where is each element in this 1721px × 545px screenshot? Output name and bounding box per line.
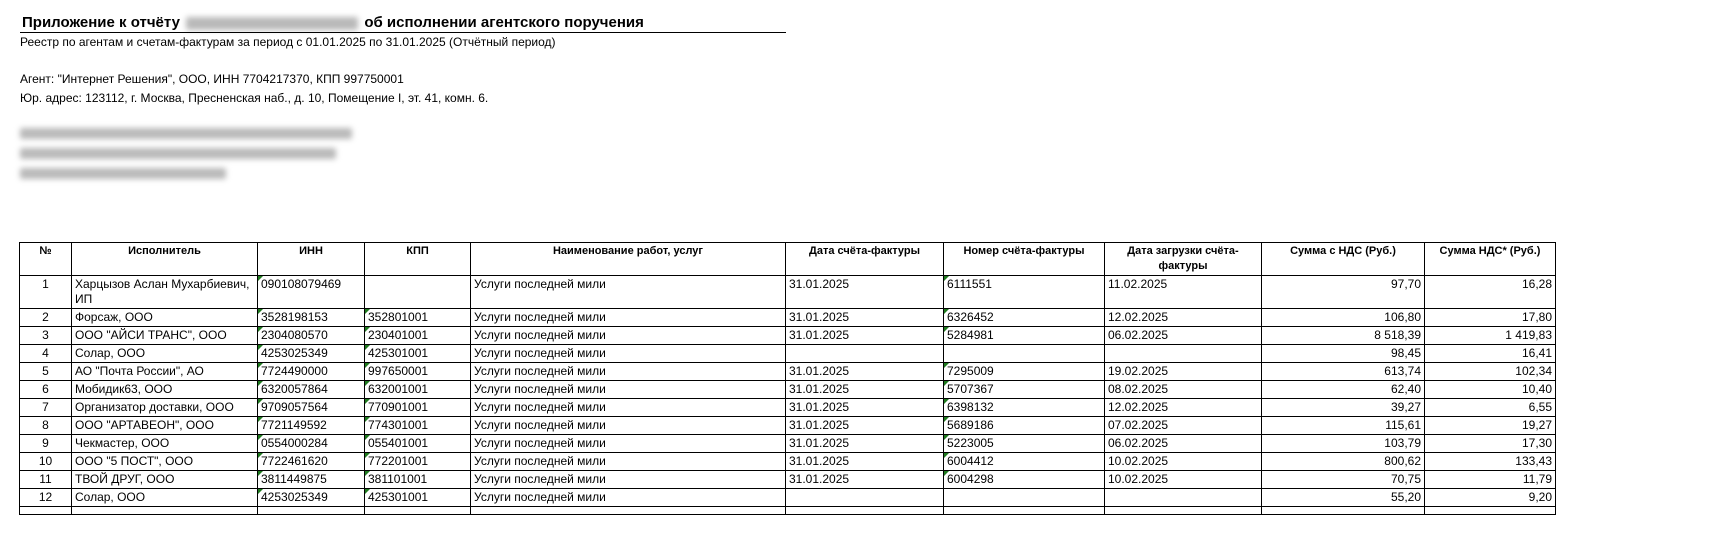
cell-inn: 7722461620 [258,453,365,471]
cell-sum-vat: 97,70 [1262,276,1425,309]
table-row [20,363,1556,381]
cell-number: 6 [20,381,72,399]
cell-kpp [365,276,471,309]
redacted-principal-contract [20,168,226,179]
cell-inn: 2304080570 [258,327,365,345]
cut-off-cell [471,507,786,515]
cell-service: Услуги последней мили [471,471,786,489]
cell-kpp: 055401001 [365,435,471,453]
cell-number: 4 [20,345,72,363]
cell-service: Услуги последней мили [471,363,786,381]
cell-number: 2 [20,309,72,327]
table-row-cut-off [20,507,1556,515]
cell-number: 7 [20,399,72,417]
table-header-row [20,243,1556,276]
cell-vat: 19,27 [1425,417,1556,435]
table-row [20,489,1556,507]
col-header-upload-date: Дата загрузки счёта-фактуры [1105,243,1262,276]
cell-executor: Организатор доставки, ООО [72,399,258,417]
cell-vat: 9,20 [1425,489,1556,507]
cell-number: 3 [20,327,72,345]
cell-inn: 9709057564 [258,399,365,417]
cell-invoice-number: 6398132 [944,399,1105,417]
cell-upload-date [1105,489,1262,507]
cell-executor: АО "Почта России", АО [72,363,258,381]
col-header-inn: ИНН [258,243,365,276]
table-row [20,399,1556,417]
table-row [20,453,1556,471]
cell-upload-date [1105,345,1262,363]
cell-invoice-date: 31.01.2025 [786,309,944,327]
table-body [20,276,1556,515]
cell-sum-vat: 70,75 [1262,471,1425,489]
cell-upload-date: 10.02.2025 [1105,471,1262,489]
cell-service: Услуги последней мили [471,417,786,435]
cell-sum-vat: 55,20 [1262,489,1425,507]
cut-off-cell [1105,507,1262,515]
cell-invoice-number: 6004298 [944,471,1105,489]
cell-inn: 0554000284 [258,435,365,453]
table-row [20,435,1556,453]
table-row [20,381,1556,399]
cell-sum-vat: 613,74 [1262,363,1425,381]
cell-invoice-date: 31.01.2025 [786,327,944,345]
cell-upload-date: 06.02.2025 [1105,435,1262,453]
cell-vat: 11,79 [1425,471,1556,489]
cell-number: 11 [20,471,72,489]
cell-kpp: 230401001 [365,327,471,345]
cell-vat: 17,30 [1425,435,1556,453]
cell-invoice-number [944,489,1105,507]
cell-invoice-date: 31.01.2025 [786,399,944,417]
cell-invoice-number [944,345,1105,363]
cut-off-cell [944,507,1105,515]
table-row [20,309,1556,327]
cell-inn: 7724490000 [258,363,365,381]
cell-inn: 6320057864 [258,381,365,399]
redacted-principal-block [20,128,352,188]
cell-number: 10 [20,453,72,471]
cell-invoice-number: 5707367 [944,381,1105,399]
cell-vat: 102,34 [1425,363,1556,381]
cell-upload-date: 11.02.2025 [1105,276,1262,309]
cell-invoice-date [786,489,944,507]
registry-table [19,242,1556,515]
cell-vat: 133,43 [1425,453,1556,471]
cut-off-cell [1425,507,1556,515]
cell-vat: 10,40 [1425,381,1556,399]
table-row [20,345,1556,363]
table-row [20,417,1556,435]
cell-service: Услуги последней мили [471,327,786,345]
cell-inn: 3528198153 [258,309,365,327]
col-header-executor: Исполнитель [72,243,258,276]
cell-kpp: 774301001 [365,417,471,435]
cell-invoice-number: 6004412 [944,453,1105,471]
redacted-report-number [186,17,358,30]
cell-service: Услуги последней мили [471,276,786,309]
title-suffix: об исполнении агентского поручения [364,14,644,31]
cut-off-cell [258,507,365,515]
cell-upload-date: 10.02.2025 [1105,453,1262,471]
cell-number: 5 [20,363,72,381]
cell-sum-vat: 98,45 [1262,345,1425,363]
col-header-kpp: КПП [365,243,471,276]
report-title [22,13,790,32]
cell-invoice-number: 6111551 [944,276,1105,309]
cell-invoice-date: 31.01.2025 [786,453,944,471]
report-subtitle: Реестр по агентам и счетам-фактурам за период с 01.01.2025 по 31.01.2025 (Отчётный период) [20,35,556,49]
cell-service: Услуги последней мили [471,309,786,327]
table-row [20,327,1556,345]
table-row [20,276,1556,309]
col-header-invoice-number: Номер счёта-фактуры [944,243,1105,276]
cell-kpp: 770901001 [365,399,471,417]
redacted-principal-address [20,148,336,159]
cell-vat: 16,41 [1425,345,1556,363]
cell-invoice-date: 31.01.2025 [786,435,944,453]
cell-executor: Солар, ООО [72,345,258,363]
cell-invoice-date [786,345,944,363]
cell-executor: ООО "АРТАВЕОН", ООО [72,417,258,435]
cell-sum-vat: 800,62 [1262,453,1425,471]
cell-sum-vat: 39,27 [1262,399,1425,417]
cell-service: Услуги последней мили [471,453,786,471]
cell-vat: 6,55 [1425,399,1556,417]
cell-executor: ООО "АЙСИ ТРАНС", ООО [72,327,258,345]
col-header-number: № [20,243,72,276]
cell-service: Услуги последней мили [471,381,786,399]
cut-off-cell [786,507,944,515]
cell-service: Услуги последней мили [471,435,786,453]
cell-executor: Харцызов Аслан Мухарбиевич, ИП [72,276,258,309]
col-header-invoice-date: Дата счёта-фактуры [786,243,944,276]
cell-kpp: 425301001 [365,345,471,363]
cell-kpp: 425301001 [365,489,471,507]
table-row [20,471,1556,489]
cell-executor: Чекмастер, ООО [72,435,258,453]
cell-upload-date: 06.02.2025 [1105,327,1262,345]
cut-off-cell [20,507,72,515]
title-prefix: Приложение к отчёту [22,14,180,31]
cell-kpp: 772201001 [365,453,471,471]
cell-kpp: 997650001 [365,363,471,381]
cell-number: 8 [20,417,72,435]
col-header-service: Наименование работ, услуг [471,243,786,276]
cell-upload-date: 07.02.2025 [1105,417,1262,435]
agent-legal-address: Юр. адрес: 123112, г. Москва, Пресненская наб., д. 10, Помещение I, эт. 41, комн. 6. [20,91,489,105]
cell-number: 12 [20,489,72,507]
cell-executor: Мобидик63, ООО [72,381,258,399]
cell-invoice-number: 5689186 [944,417,1105,435]
cell-inn: 090108079469 [258,276,365,309]
cell-vat: 17,80 [1425,309,1556,327]
cut-off-cell [1262,507,1425,515]
title-underline [20,32,786,33]
cell-invoice-date: 31.01.2025 [786,276,944,309]
cell-invoice-number: 5223005 [944,435,1105,453]
cell-inn: 4253025349 [258,345,365,363]
cell-number: 9 [20,435,72,453]
col-header-vat: Сумма НДС* (Руб.) [1425,243,1556,276]
cell-inn: 7721149592 [258,417,365,435]
cell-kpp: 352801001 [365,309,471,327]
cell-invoice-number: 5284981 [944,327,1105,345]
cell-upload-date: 12.02.2025 [1105,309,1262,327]
cell-sum-vat: 62,40 [1262,381,1425,399]
cell-vat: 16,28 [1425,276,1556,309]
cell-sum-vat: 115,61 [1262,417,1425,435]
cell-kpp: 381101001 [365,471,471,489]
cell-invoice-date: 31.01.2025 [786,363,944,381]
cell-inn: 4253025349 [258,489,365,507]
cell-sum-vat: 106,80 [1262,309,1425,327]
cell-invoice-date: 31.01.2025 [786,417,944,435]
cell-sum-vat: 103,79 [1262,435,1425,453]
cell-sum-vat: 8 518,39 [1262,327,1425,345]
redacted-principal-line [20,128,352,139]
cell-number: 1 [20,276,72,309]
cell-executor: Форсаж, ООО [72,309,258,327]
cell-upload-date: 08.02.2025 [1105,381,1262,399]
cut-off-cell [365,507,471,515]
cell-inn: 3811449875 [258,471,365,489]
cell-executor: Солар, ООО [72,489,258,507]
cell-upload-date: 19.02.2025 [1105,363,1262,381]
cell-invoice-date: 31.01.2025 [786,471,944,489]
cell-service: Услуги последней мили [471,399,786,417]
col-header-sum-vat: Сумма с НДС (Руб.) [1262,243,1425,276]
agent-info: Агент: "Интернет Решения", ООО, ИНН 7704217370, КПП 997750001 [20,72,404,86]
cell-invoice-number: 7295009 [944,363,1105,381]
cell-invoice-date: 31.01.2025 [786,381,944,399]
cell-executor: ООО "5 ПОСТ", ООО [72,453,258,471]
cell-executor: ТВОЙ ДРУГ, ООО [72,471,258,489]
cell-service: Услуги последней мили [471,489,786,507]
cell-kpp: 632001001 [365,381,471,399]
cell-service: Услуги последней мили [471,345,786,363]
cell-upload-date: 12.02.2025 [1105,399,1262,417]
cell-invoice-number: 6326452 [944,309,1105,327]
cut-off-cell [72,507,258,515]
cell-vat: 1 419,83 [1425,327,1556,345]
